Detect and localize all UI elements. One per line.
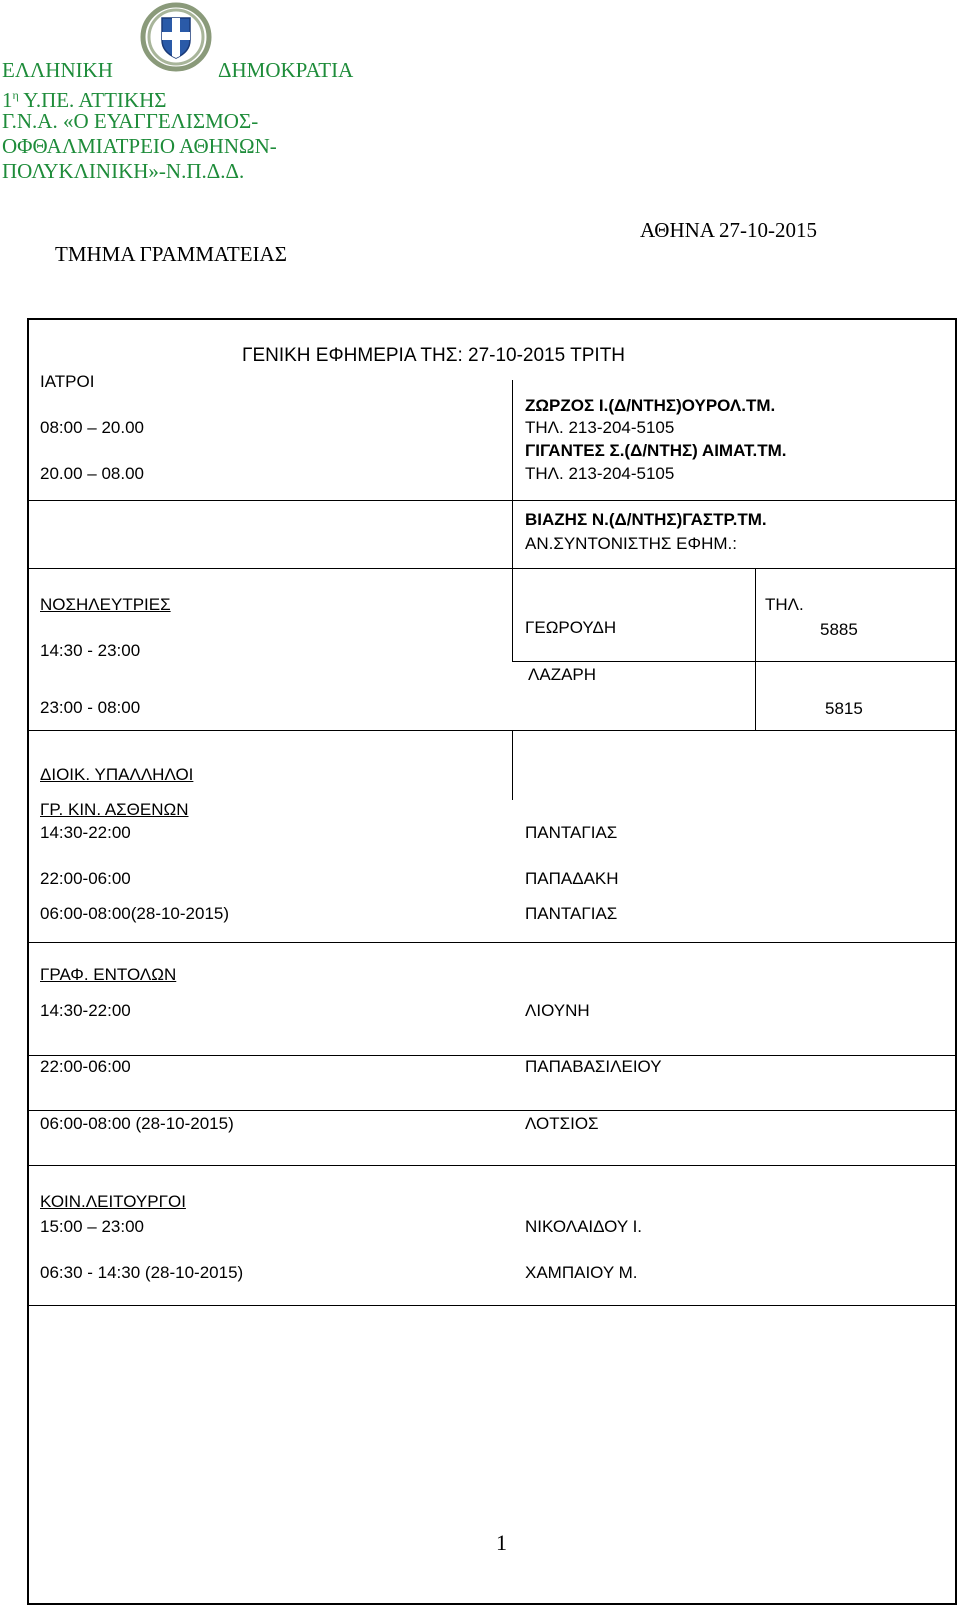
rule-nurses-divider-left (512, 568, 513, 662)
doctor-line-3: ΓΙΓΑΝΤΕΣ Σ.(Δ/ΝΤΗΣ) ΑΙΜΑΤ.ΤΜ. (525, 441, 787, 460)
doctors-heading: ΙΑΤΡΟΙ (40, 372, 95, 391)
department: ΤΜΗΜΑ ΓΡΑΜΜΑΤΕΙΑΣ (55, 242, 287, 266)
social-time-2: 06:30 - 14:30 (28-10-2015) (40, 1263, 244, 1282)
nurses-heading: ΝΟΣΗΛΕΥΤΡΙΕΣ (40, 595, 171, 614)
place-date: ΑΘΗΝΑ 27-10-2015 (640, 218, 818, 242)
header-line-2-sup: η (12, 88, 19, 102)
orders-time-2: 22:00-06:00 (40, 1057, 131, 1076)
orders-office-heading: ΓΡΑΦ. ΕΝΤΟΛΩΝ (40, 965, 177, 984)
coordinator-line-1: ΒΙΑΖΗΣ Ν.(Δ/ΝΤΗΣ)ΓΑΣΤΡ.ΤΜ. (525, 510, 767, 529)
header-line-1-left: ΕΛΛΗΝΙΚΗ (2, 58, 113, 82)
social-heading: ΚΟΙΝ.ΛΕΙΤΟΥΡΓΟΙ (40, 1192, 186, 1211)
duty-table (27, 318, 957, 1605)
rule-social-bottom (27, 1305, 957, 1306)
nurse-name-2: ΛΑΖΑΡΗ (528, 665, 597, 684)
rule-doctors-divider (512, 380, 513, 568)
patients-name-3: ΠΑΝΤΑΓΙΑΣ (525, 904, 618, 923)
doctor-line-1: ΖΩΡΖΟΣ Ι.(Δ/ΝΤΗΣ)ΟΥΡΟΛ.ΤΜ. (525, 396, 776, 415)
duty-title: ΓΕΝΙΚΗ ΕΦΗΜΕΡΙΑ ΤΗΣ: 27-10-2015 ΤΡΙΤΗ (242, 345, 626, 366)
doctor-line-2: ΤΗΛ. 213-204-5105 (525, 418, 675, 437)
rule-orders-row1 (27, 1055, 957, 1056)
header-line-2-number: 1 (2, 88, 13, 112)
header-line-5: ΠΟΛΥΚΛΙΝΙΚΗ»-Ν.Π.Δ.Δ. (2, 159, 245, 183)
orders-time-1: 14:30-22:00 (40, 1001, 131, 1020)
rule-nurses-bottom (27, 730, 957, 731)
header-line-1-right: ΔΗΜΟΚΡΑΤΙΑ (218, 58, 354, 82)
rule-orders-row2 (27, 1110, 957, 1111)
nurse-name-1: ΓΕΩΡΟΥΔΗ (525, 618, 617, 637)
header-line-3: Γ.Ν.Α. «Ο ΕΥΑΓΓΕΛΙΣΜΟΣ- (2, 109, 259, 133)
nurses-phone-heading: ΤΗΛ. (765, 595, 804, 614)
patients-time-3: 06:00-08:00(28-10-2015) (40, 904, 230, 923)
patients-office-heading: ΓΡ. ΚΙΝ. ΑΣΘΕΝΩΝ (40, 800, 189, 819)
admin-heading: ΔΙΟΙΚ. ΥΠΑΛΛΗΛΟΙ (40, 765, 194, 784)
social-name-2: ΧΑΜΠΑΙΟΥ Μ. (525, 1263, 638, 1282)
social-time-1: 15:00 – 23:00 (40, 1217, 144, 1236)
rule-doctors-bottom (27, 568, 957, 569)
nurse-phone-1: 5885 (820, 620, 858, 639)
patients-name-2: ΠΑΠΑΔΑΚΗ (525, 869, 619, 888)
header-line-4: ΟΦΘΑΛΜΙΑΤΡΕΙΟ ΑΘΗΝΩΝ- (2, 134, 277, 158)
patients-time-2: 22:00-06:00 (40, 869, 131, 888)
rule-doctors-bottom-main (27, 500, 957, 501)
greek-coat-of-arms-icon (140, 2, 212, 72)
coordinator-line-2: ΑΝ.ΣΥΝΤΟΝΙΣΤΗΣ ΕΦΗΜ.: (525, 534, 737, 553)
nurse-phone-2: 5815 (825, 699, 863, 718)
social-name-1: ΝΙΚΟΛΑΙΔΟΥ Ι. (525, 1217, 643, 1236)
page-number: 1 (496, 1530, 507, 1555)
patients-time-1: 14:30-22:00 (40, 823, 131, 842)
header-line-2-text: Υ.ΠΕ. ΑΤΤΙΚΗΣ (18, 88, 167, 112)
nurses-shift-1: 14:30 - 23:00 (40, 641, 141, 660)
orders-time-3: 06:00-08:00 (28-10-2015) (40, 1114, 234, 1133)
rule-admin-divider (512, 730, 513, 800)
orders-name-1: ΛΙΟΥΝΗ (525, 1001, 590, 1020)
orders-name-3: ΛΟΤΣΙΟΣ (525, 1114, 599, 1133)
doctors-shift-1: 08:00 – 20.00 (40, 418, 144, 437)
doctor-line-4: ΤΗΛ. 213-204-5105 (525, 464, 675, 483)
rule-patients-bottom (27, 942, 957, 943)
doctors-shift-2: 20.00 – 08.00 (40, 464, 144, 483)
orders-name-2: ΠΑΠΑΒΑΣΙΛΕΙΟΥ (525, 1057, 662, 1076)
rule-nurses-mid (512, 661, 957, 662)
header-line-2 (2, 83, 166, 112)
rule-orders-bottom (27, 1165, 957, 1166)
rule-nurses-divider-right (755, 568, 756, 730)
patients-name-1: ΠΑΝΤΑΓΙΑΣ (525, 823, 618, 842)
nurses-shift-2: 23:00 - 08:00 (40, 698, 141, 717)
